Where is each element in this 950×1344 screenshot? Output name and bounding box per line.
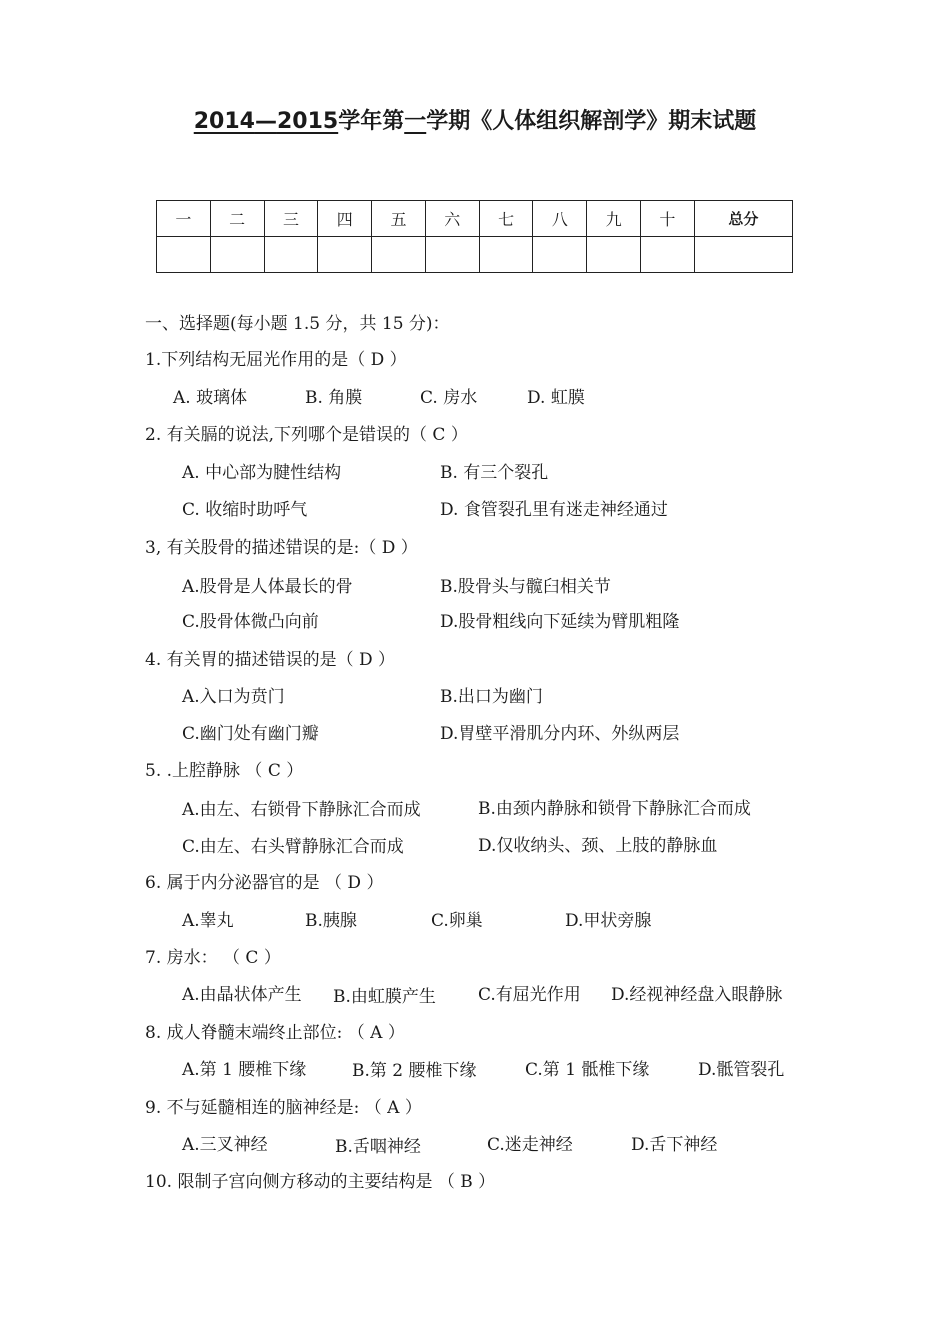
option: C.幽门处有幽门瓣 <box>182 724 319 744</box>
title-year-start: 2014 <box>193 109 255 134</box>
section-heading: 一、选择题(每小题 1.5 分，共 15 分)： <box>145 314 450 334</box>
option: B.第 2 腰椎下缘 <box>352 1061 477 1081</box>
score-header-row <box>157 201 793 237</box>
option: C.卵巢 <box>431 911 483 931</box>
option: B.胰腺 <box>305 911 357 931</box>
score-cell[interactable] <box>587 237 641 273</box>
score-header-cell: 五 <box>372 201 426 237</box>
score-cell[interactable] <box>479 237 533 273</box>
score-header-cell: 六 <box>425 201 479 237</box>
question-stem: 9. 不与延髓相连的脑神经是: （ A ） <box>145 1098 422 1118</box>
score-header-cell: 一 <box>157 201 211 237</box>
score-header-cell: 十 <box>641 201 695 237</box>
score-cell[interactable] <box>533 237 587 273</box>
score-header-cell: 七 <box>479 201 533 237</box>
option: A.由晶状体产生 <box>182 985 302 1005</box>
score-cell[interactable] <box>641 237 695 273</box>
option: C.股骨体微凸向前 <box>182 612 319 632</box>
score-cell[interactable] <box>210 237 264 273</box>
option: B.由颈内静脉和锁骨下静脉汇合而成 <box>478 799 751 819</box>
score-header-cell: 九 <box>587 201 641 237</box>
option: A.入口为贲门 <box>182 687 285 707</box>
question-stem: 2. 有关膈的说法,下列哪个是错误的（ C ） <box>145 425 468 445</box>
option: A.由左、右锁骨下静脉汇合而成 <box>182 800 421 820</box>
option: C. 收缩时助呼气 <box>182 500 308 520</box>
score-table <box>156 200 793 273</box>
question-stem: 5. .上腔静脉 （ C ） <box>145 761 304 781</box>
option: D.经视神经盘入眼静脉 <box>611 985 783 1005</box>
title-dash: — <box>254 109 277 134</box>
option: D.股骨粗线向下延续为臂肌粗隆 <box>440 612 680 632</box>
score-cell[interactable] <box>372 237 426 273</box>
option: D.甲状旁腺 <box>565 911 652 931</box>
question-stem: 7. 房水： （ C ） <box>145 948 281 968</box>
option: D.骶管裂孔 <box>698 1060 785 1080</box>
question-stem: 10. 限制子宫向侧方移动的主要结构是 （ B ） <box>145 1172 496 1192</box>
score-header-cell: 八 <box>533 201 587 237</box>
option: C.第 1 骶椎下缘 <box>525 1060 650 1080</box>
option: D. 虹膜 <box>527 388 585 408</box>
option: D.仅收纳头、颈、上肢的静脉血 <box>478 836 718 856</box>
title-semester: 一 <box>404 109 427 134</box>
option: B.股骨头与髋臼相关节 <box>440 577 611 597</box>
option: B. 有三个裂孔 <box>440 463 549 483</box>
title-year-end: 2015 <box>276 109 339 134</box>
score-header-total: 总分 <box>694 201 792 237</box>
score-value-row <box>157 237 793 273</box>
option: A. 中心部为腱性结构 <box>182 463 342 483</box>
option: C.由左、右头臂静脉汇合而成 <box>182 837 404 857</box>
option: A.股骨是人体最长的骨 <box>182 577 353 597</box>
option: C.迷走神经 <box>487 1135 573 1155</box>
title-course: 学期《人体组织解剖学》期末试题 <box>426 109 757 134</box>
page-title <box>0 104 950 135</box>
score-cell[interactable] <box>318 237 372 273</box>
option: B.由虹膜产生 <box>333 987 436 1007</box>
option: C.有屈光作用 <box>478 985 581 1005</box>
title-mid: 学年第 <box>338 109 405 134</box>
option: A. 玻璃体 <box>173 388 248 408</box>
option: A.睾丸 <box>182 911 234 931</box>
option: B.舌咽神经 <box>335 1137 421 1157</box>
option: D. 食管裂孔里有迷走神经通过 <box>440 500 668 520</box>
option: A.三叉神经 <box>182 1135 268 1155</box>
score-cell[interactable] <box>157 237 211 273</box>
option: C. 房水 <box>420 388 478 408</box>
score-cell[interactable] <box>264 237 318 273</box>
question-stem: 6. 属于内分泌器官的是 （ D ） <box>145 873 384 893</box>
option: B. 角膜 <box>305 388 363 408</box>
score-header-cell: 三 <box>264 201 318 237</box>
question-stem: 3, 有关股骨的描述错误的是:（ D ） <box>145 538 418 558</box>
option: B.出口为幽门 <box>440 687 543 707</box>
score-header-cell: 四 <box>318 201 372 237</box>
option: D.舌下神经 <box>631 1135 718 1155</box>
score-cell[interactable] <box>425 237 479 273</box>
question-stem: 4. 有关胃的描述错误的是（ D ） <box>145 650 396 670</box>
question-stem: 1.下列结构无屈光作用的是（ D ） <box>145 350 407 370</box>
option: A.第 1 腰椎下缘 <box>182 1060 307 1080</box>
option: D.胃壁平滑肌分内环、外纵两层 <box>440 724 680 744</box>
score-header-cell: 二 <box>210 201 264 237</box>
question-stem: 8. 成人脊髓末端终止部位: （ A ） <box>145 1023 405 1043</box>
score-cell-total[interactable] <box>694 237 792 273</box>
